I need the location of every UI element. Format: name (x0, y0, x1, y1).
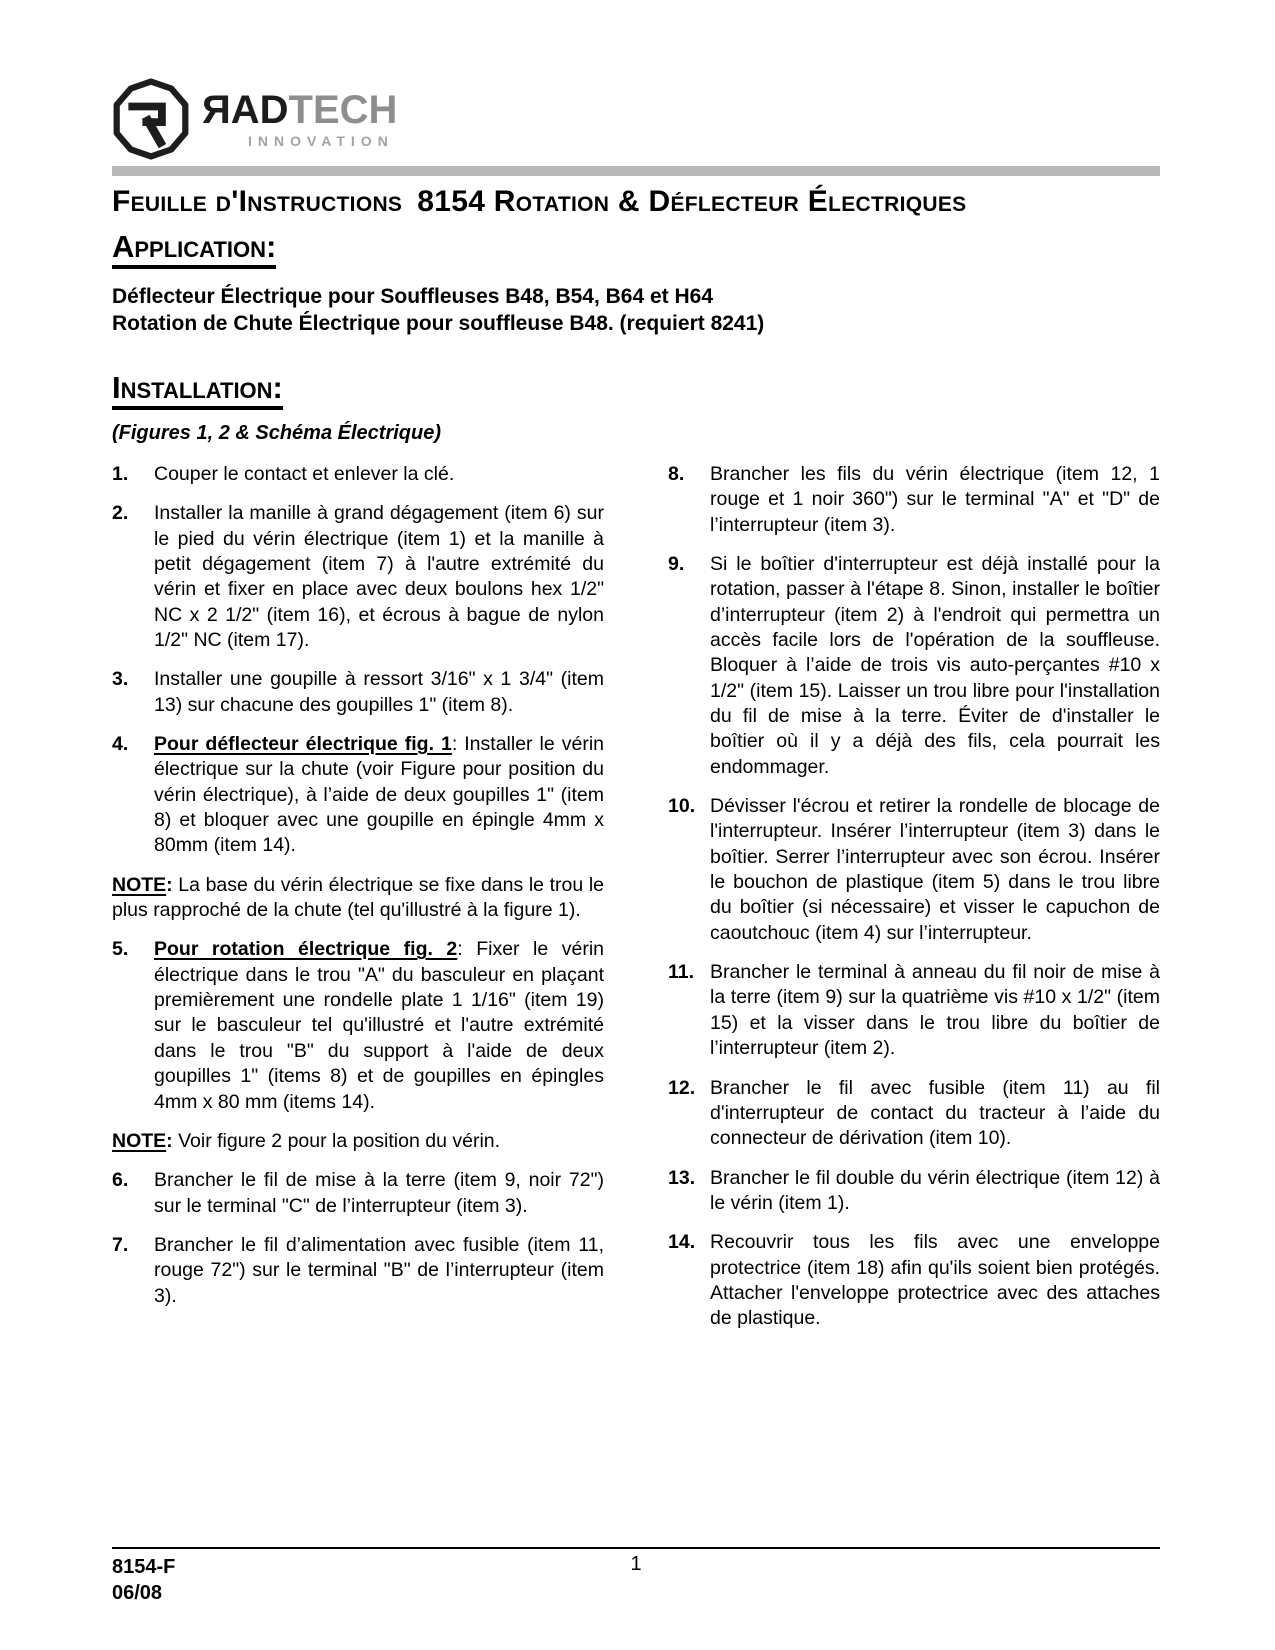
note-1 (112, 873, 604, 924)
note-label: NOTE (112, 1129, 167, 1152)
instruction-item-7 (112, 1233, 604, 1309)
instruction-item-1 (112, 462, 604, 487)
application-heading: Application: (112, 231, 276, 269)
item-lead: Pour rotation électrique fig. 2 (154, 938, 458, 961)
item-number: 10. (668, 795, 696, 818)
instruction-item-13 (668, 1166, 1160, 1217)
note-colon: : (166, 873, 173, 896)
instruction-item-12 (668, 1076, 1160, 1152)
installation-heading: Installation: (112, 372, 283, 410)
instruction-item-11 (668, 960, 1160, 1061)
item-text: : Installer le vérin électrique sur la chute (voir Figure pour position du vérin électrique), à l’aide de deux goupilles 1" (item 8) et bloquer avec une goupille en épingle 4mm x 80mm (item 14). (154, 733, 604, 857)
instruction-item-14 (668, 1230, 1160, 1331)
instructions-columns (112, 462, 1160, 1346)
item-text: Installer une goupille à ressort 3/16" x 1 3/4" (item 13) sur chacune des goupilles 1" (item 8). (154, 668, 604, 716)
radtech-badge-icon (112, 76, 190, 162)
item-number: 4. (112, 733, 129, 756)
item-number: 5. (112, 938, 129, 961)
application-line-2: Rotation de Chute Électrique pour souffleuse B48. (requiert 8241) (112, 312, 765, 336)
application-line-1: Déflecteur Électrique pour Souffleuses B48, B54, B64 et H64 (112, 284, 714, 308)
logo-brand-text (202, 87, 398, 132)
figures-note: (Figures 1, 2 & Schéma Électrique) (112, 421, 441, 444)
item-text: Brancher le fil de mise à la terre (item 9, noir 72") sur le terminal "C" de l’interrupteur (item 3). (154, 1169, 604, 1217)
footer-doc-code: 8154-F (112, 1556, 176, 1578)
item-number: 12. (668, 1076, 696, 1099)
header-divider-bar (112, 166, 1160, 176)
note-colon: : (166, 1129, 173, 1152)
item-text: Installer la manille à grand dégagement (item 6) sur le pied du vérin électrique (item 1) et la manille à petit dégagement (item 7) à l'autre extrémité du vérin et fixer en place avec deux boulons hex 1/2" NC x 2 1/2" (item 16), et écrous à bague de nylon 1/2" NC (item 17). (154, 502, 604, 651)
application-section (112, 219, 1160, 338)
item-lead: Pour déflecteur électrique fig. 1 (154, 733, 452, 756)
note-text: La base du vérin électrique se fixe dans le trou le plus rapproché de la chute (tel qu'illustré à la figure 1). (112, 873, 604, 922)
instruction-item-6 (112, 1168, 604, 1219)
page-footer (112, 1547, 1160, 1606)
item-number: 1. (112, 462, 129, 485)
item-number: 8. (668, 462, 685, 485)
instruction-item-8 (668, 462, 1160, 538)
document-title-subject: 8154 Rotation & Déflecteur Électriques (417, 185, 967, 218)
instruction-item-3 (112, 667, 604, 718)
instruction-item-10 (668, 794, 1160, 946)
item-text: Brancher le fil double du vérin électrique (item 12) à le vérin (item 1). (710, 1166, 1160, 1214)
instruction-item-5 (112, 937, 604, 1114)
item-number: 3. (112, 668, 129, 691)
item-number: 6. (112, 1169, 129, 1192)
logo-brand-prefix: ЯAD (202, 87, 289, 132)
item-number: 9. (668, 552, 685, 575)
logo-tagline: INNOVATION (248, 132, 394, 149)
note-label: NOTE (112, 873, 167, 896)
document-title (112, 185, 1160, 219)
left-column (112, 462, 604, 1346)
item-text: Recouvrir tous les fils avec une enveloppe protectrice (item 18) afin qu'ils soient bien protégés. Attacher l'enveloppe protectrice avec des attaches de plastique. (710, 1231, 1160, 1330)
footer-date: 06/08 (112, 1582, 163, 1604)
item-text: Brancher le terminal à anneau du fil noir de mise à la terre (item 9) sur la quatrième vis #10 x 1/2" (item 15) et la visser dans le trou libre du boîtier de l’interrupteur (item 2). (710, 961, 1160, 1060)
installation-section (112, 338, 1160, 1345)
item-text: Couper le contact et enlever la clé. (154, 462, 455, 485)
page-number: 1 (630, 1553, 642, 1575)
item-text: Brancher les fils du vérin électrique (item 12, 1 rouge et 1 noir 360") sur le terminal "A" et "D" de l’interrupteur (item 3). (710, 462, 1160, 536)
item-number: 2. (112, 502, 129, 525)
logo-wordmark (202, 87, 398, 149)
logo-brand-suffix: TECH (288, 87, 398, 132)
instruction-item-4 (112, 732, 604, 859)
instruction-item-2 (112, 501, 604, 653)
note-text: Voir figure 2 pour la position du vérin. (178, 1129, 501, 1152)
item-text: Dévisser l'écrou et retirer la rondelle de blocage de l'interrupteur. Insérer l’interrupteur (item 3) dans le boîtier. Serrer l’interrupteur avec son écrou. Insérer le bouchon de plastique (item 5) dans le trou libre du boîtier (si nécessaire) et visser le capuchon de caoutchouc (item 4) sur l’interrupteur. (710, 795, 1160, 944)
right-column (668, 462, 1160, 1346)
radtech-logo (112, 74, 1160, 164)
document-title-type: Feuille d'Instructions (112, 185, 403, 218)
item-text: Brancher le fil avec fusible (item 11) au fil d'interrupteur de contact du tracteur à l’aide du connecteur de dérivation (item 10). (710, 1076, 1160, 1150)
item-number: 13. (668, 1166, 696, 1189)
item-text: Si le boîtier d'interrupteur est déjà installé pour la rotation, passer à l'étape 8. Sinon, installer le boîtier d’interrupteur (item 2) à l'endroit qui permettra un accès facile lors de l'opération de la souffleuse. Bloquer à l’aide de trois vis auto-perçantes #10 x 1/2" (item 15). Laisser un trou libre pour l'installation du fil de mise à la terre. Éviter de d'installer le boîtier où il y a déjà des fils, cela pourrait les endommager. (710, 552, 1160, 778)
item-number: 7. (112, 1233, 129, 1256)
application-lines (112, 283, 1160, 339)
instruction-item-9 (668, 552, 1160, 780)
item-number: 14. (668, 1231, 696, 1254)
note-2 (112, 1129, 604, 1154)
item-text: : Fixer le vérin électrique dans le trou "A" du basculeur en plaçant premièrement une rondelle plate 1 1/16" (item 19) sur le basculeur tel qu'illustré et l'autre extrémité dans le trou "B" du support à l'aide de deux goupilles 1" (items 8) et de goupilles en épingles 4mm x 80 mm (items 14). (154, 938, 604, 1113)
item-text: Brancher le fil d’alimentation avec fusible (item 11, rouge 72") sur le terminal "B" de l’interrupteur (item 3). (154, 1233, 604, 1307)
item-number: 11. (668, 961, 695, 984)
